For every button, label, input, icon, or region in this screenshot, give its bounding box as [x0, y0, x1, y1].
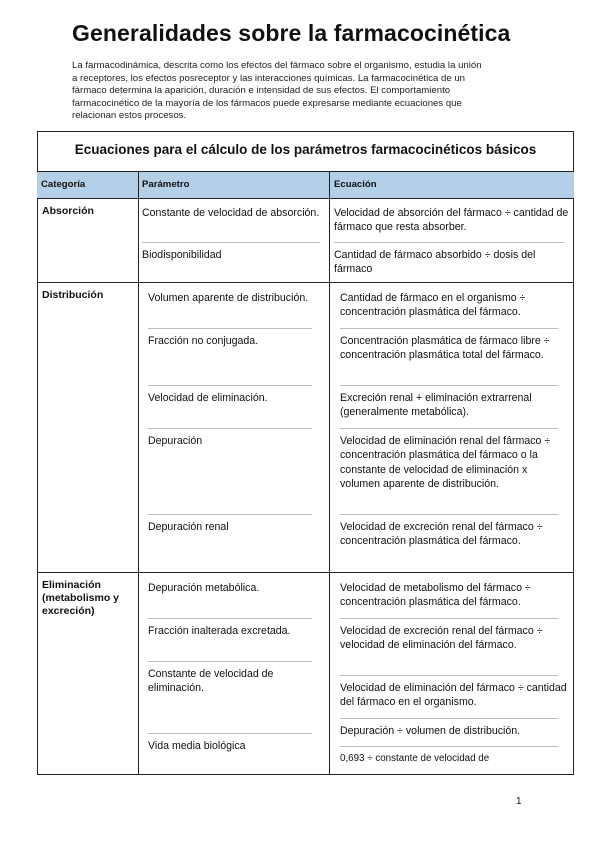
parameter-cell: Depuración metabólica. [148, 582, 260, 594]
row-separator [148, 733, 312, 734]
row-separator [148, 514, 312, 515]
parameter-cell: Volumen aparente de distribución. [148, 292, 309, 304]
row-separator [340, 746, 558, 747]
page-number: 1 [516, 796, 522, 807]
intro-line: fármaco determina la aparición, duración e intensidad de sus efectos. El comportamiento [72, 85, 451, 97]
parameter-cell: Constante de velocidad de eliminación. [148, 668, 274, 695]
row-separator [340, 428, 558, 429]
column-divider [329, 172, 330, 775]
table-header-row [37, 172, 574, 199]
intro-line: La farmacodinámica, descrita como los efectos del fármaco sobre el organismo, estudia la unión [72, 60, 482, 71]
intro-line: farmacocinético de la mayoría de los fármacos puede expresarse mediante ecuaciones que [72, 97, 462, 109]
row-separator [340, 718, 558, 719]
row-separator [340, 385, 558, 386]
equation-cell: Velocidad de absorción del fármaco ÷ cantidad de fármaco que resta absorber. [334, 207, 569, 234]
row-separator [340, 328, 558, 329]
row-separator [142, 242, 320, 243]
parameter-cell: Depuración [148, 435, 203, 447]
row-separator [148, 328, 312, 329]
equation-cell: Velocidad de eliminación renal del fármaco ÷ concentración plasmática del fármaco o la constante de velocidad de eliminación x volumen aparente de distribución. [340, 435, 551, 491]
header-category: Categoría [41, 179, 86, 190]
equation-cell: Velocidad de excreción renal del fármaco ÷ velocidad de eliminación del fármaco. [340, 625, 543, 652]
row-separator [148, 428, 312, 429]
page-title: Generalidades sobre la farmacocinética [72, 20, 511, 46]
parameter-cell: Fracción inalterada excretada. [148, 625, 291, 637]
equation-cell: Cantidad de fármaco en el organismo ÷ concentración plasmática del fármaco. [340, 292, 526, 319]
parameter-cell: Constante de velocidad de absorción. [142, 207, 320, 219]
category-absorcion: Absorción [42, 205, 94, 217]
equation-cell: Excreción renal + eliminación extrarrenal (generalmente metabólica). [340, 392, 532, 419]
equation-cell: Velocidad de excreción renal del fármaco ÷ concentración plasmática del fármaco. [340, 521, 543, 548]
row-separator [148, 618, 312, 619]
parameter-cell: Fracción no conjugada. [148, 335, 259, 347]
intro-line: a receptores, los efectos posreceptor y las interacciones químicas. La farmacocinética de un [72, 72, 466, 84]
intro-line: relacionan estos procesos. [72, 110, 187, 122]
row-separator [340, 675, 558, 676]
row-separator [148, 661, 312, 662]
header-parameter: Parámetro [142, 179, 190, 190]
category-eliminacion: Eliminación (metabolismo y excreción) [42, 579, 120, 617]
equation-cell: 0,693 ÷ constante de velocidad de [340, 753, 490, 764]
equation-cell: Concentración plasmática de fármaco libre ÷ concentración plasmática total del fármaco. [340, 335, 550, 362]
section-divider [37, 282, 574, 283]
category-distribucion: Distribución [42, 289, 104, 301]
section-divider [37, 572, 574, 573]
row-separator [148, 385, 312, 386]
parameter-cell: Vida media biológica [148, 740, 246, 752]
row-separator [340, 618, 558, 619]
equation-cell: Depuración ÷ volumen de distribución. [340, 725, 521, 737]
parameter-cell: Velocidad de eliminación. [148, 392, 268, 404]
equation-cell: Velocidad de eliminación del fármaco ÷ cantidad del fármaco en el organismo. [340, 682, 567, 709]
intro-paragraph [72, 60, 532, 123]
parameter-cell: Biodisponibilidad [142, 249, 222, 261]
row-separator [340, 514, 558, 515]
header-equation: Ecuación [334, 179, 377, 190]
table-heading: Ecuaciones para el cálculo de los parámetros farmacocinéticos básicos [37, 131, 574, 172]
equation-cell: Cantidad de fármaco absorbido ÷ dosis del fármaco [334, 249, 536, 276]
column-divider [138, 172, 139, 775]
row-separator [334, 242, 564, 243]
parameter-cell: Depuración renal [148, 521, 229, 533]
equation-cell: Velocidad de metabolismo del fármaco ÷ concentración plasmática del fármaco. [340, 582, 531, 609]
